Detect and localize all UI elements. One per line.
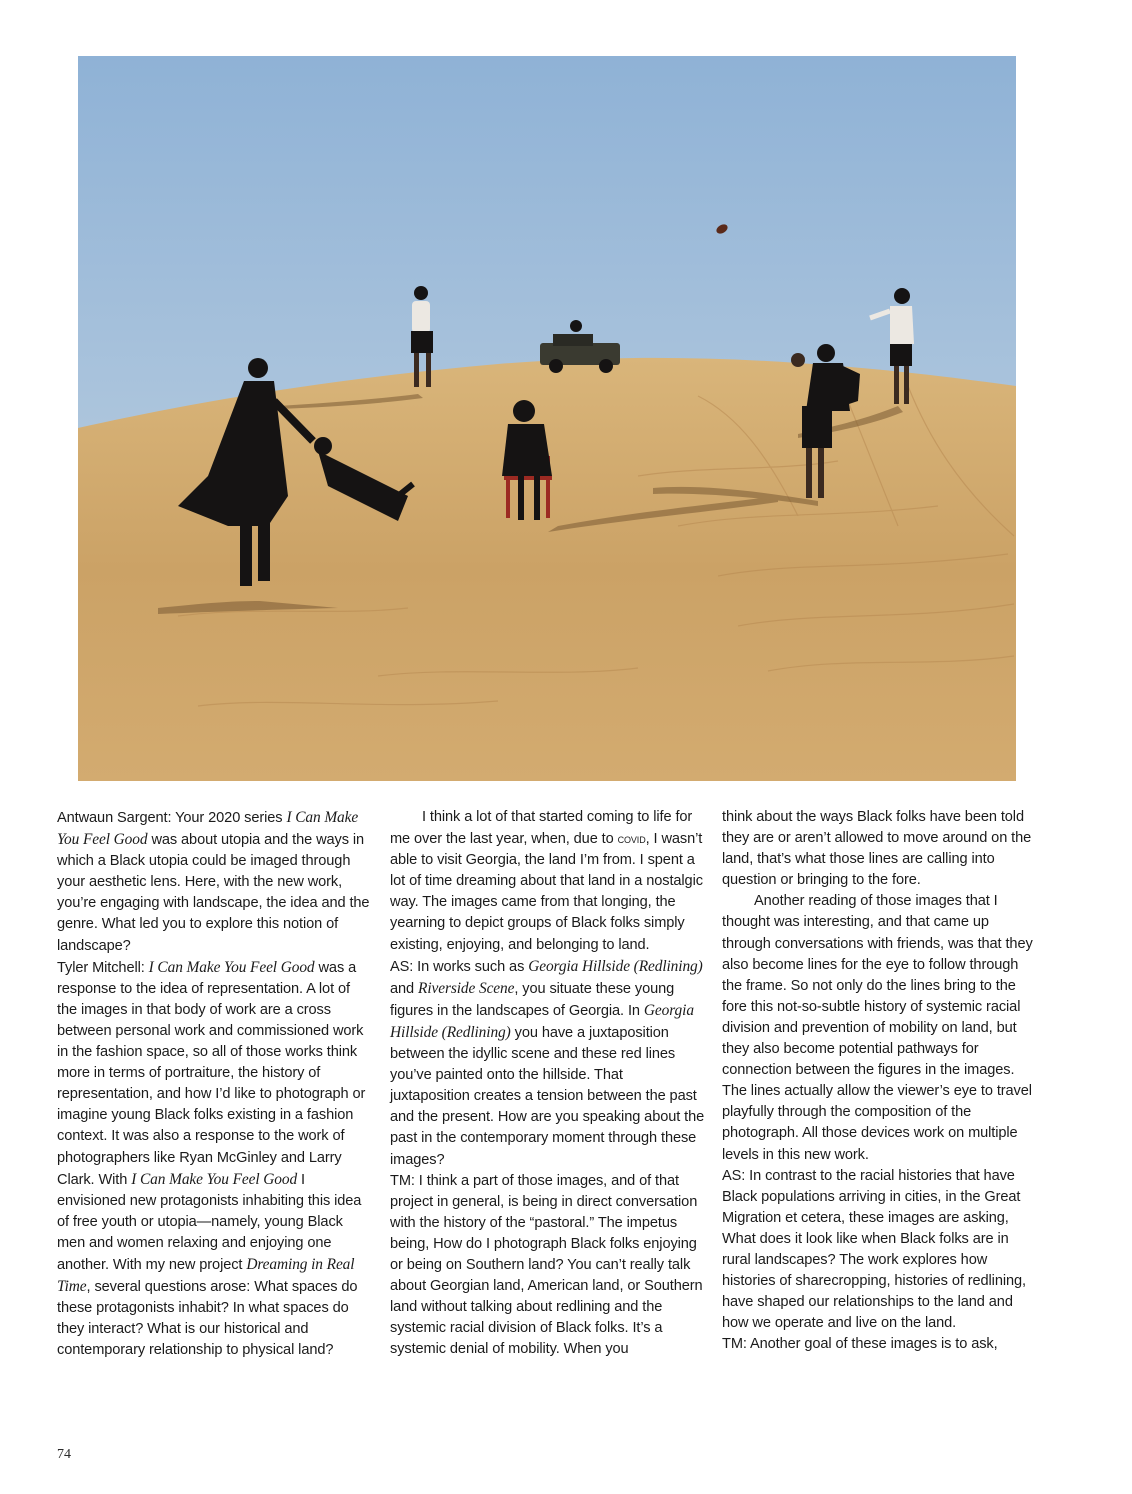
- artwork-title: I Can Make You Feel Good: [57, 809, 359, 849]
- body-text: I think a lot of that started coming to life for me over the last year, when, due to: [390, 809, 693, 848]
- question-paragraph: [390, 956, 706, 1171]
- article-column-1: [57, 807, 373, 1361]
- artwork-title: I Can Make You Feel Good: [148, 958, 315, 976]
- body-text: was about utopia and the ways in which a Black utopia could be imaged through your aesthetic lens. Here, with the new work, you’re engaging with landscape, the idea and the genre. What led you to explore this notion of landscape?: [57, 832, 370, 954]
- article-column-2: [390, 807, 706, 1360]
- answer-paragraph: Another reading of those images that I thought was interesting, and that came up through conversations with friends, was that they also become lines for the eye to follow through the frame. So not only do the lines bring to the fore this not-so-subtle history of systemic racial division and prevention of mobility on land, but they also become potential pathways for connection between the figures in the images. The lines actually allow the viewer’s eye to travel playfully through the composition of the photograph. All those devices work on multiple levels in this new work.: [722, 893, 1033, 1163]
- artwork-title: Riverside Scene: [418, 979, 515, 997]
- speaker-text: Tyler Mitchell:: [57, 959, 149, 976]
- body-text: , you situate these young figures in the landscapes of Georgia. In: [390, 980, 675, 1019]
- body-text: AS: In works such as: [390, 958, 529, 975]
- speaker-text: Antwaun Sargent: Your 2020 series: [57, 810, 287, 826]
- page-number: 74: [57, 1447, 71, 1462]
- question-paragraph: AS: In contrast to the racial histories that have Black populations arriving in cities, in the Great Migration et cetera, these images are asking, What does it look like when Black folks are in rural landscapes? The work explores how histories of sharecropping, histories of redlining, have shaped our relationships to the land and how we operate and live on the land.: [722, 1167, 1026, 1332]
- answer-continuation: think about the ways Black folks have been told they are or aren’t allowed to move around on the land, that’s what those lines are calling into question or bringing to the fore.: [722, 809, 1032, 889]
- article-column-3: [722, 807, 1038, 1355]
- body-text: , I wasn’t able to visit Georgia, the land I’m from. I spent a lot of time dreaming about that land in a nostalgic way. The images came from that longing, the yearning to depict groups of Black folks simply existing, enjoying, and belonging to land.: [390, 831, 703, 953]
- artwork-title: Georgia Hillside (Redlining): [390, 1001, 694, 1041]
- answer-paragraph: [57, 957, 373, 1362]
- body-text: was a response to the idea of representation. A lot of the images in that body of work are a cross between personal work and commissioned work in the fashion space, so all of those works think more in terms of portraiture, the history of representation, and how I’d like to photograph or imagine young Black folks existing in a fashion context. It was also a response to the work of photographers like Ryan McGinley and Larry Clark. With: [57, 959, 366, 1188]
- body-text: I envisioned new protagonists inhabiting this idea of free youth or utopia—namely, young Black men and women relaxing and enjoying one another. With my new project: [57, 1171, 362, 1273]
- project-title: Dreaming in Real Time: [57, 1255, 355, 1296]
- body-text: , several questions arose: What spaces do these protagonists inhabit? In what spaces do they interact? What is our historical and contemporary relationship to physical land?: [57, 1279, 358, 1359]
- answer-paragraph: TM: Another goal of these images is to ask,: [722, 1336, 998, 1353]
- body-text: and: [390, 980, 419, 997]
- body-text: you have a juxtaposition between the idyllic scene and these red lines you’ve painted onto the hillside. That juxtaposition creates a tension between the past and the present. How are you speaking about the past in the contemporary moment through these images?: [390, 1024, 705, 1168]
- dune-scene-illustration: [78, 56, 1016, 781]
- answer-paragraph: [390, 807, 706, 956]
- dune-photograph: [78, 56, 1016, 781]
- artwork-title: I Can Make You Feel Good: [131, 1170, 298, 1188]
- question-paragraph: [57, 807, 373, 957]
- artwork-title: Georgia Hillside (Redlining): [528, 957, 703, 975]
- small-caps-text: covid: [617, 831, 646, 847]
- answer-paragraph: TM: I think a part of those images, and of that project in general, is being in direct conversation with the history of the “pastoral.” The impetus being, How do I photograph Black folks enjoying or being on Southern land? You can’t really talk about Georgian land, American land, or Southern land without talking about redlining and the systemic racial division of Black folks. It’s a systemic denial of mobility. When you: [390, 1172, 703, 1358]
